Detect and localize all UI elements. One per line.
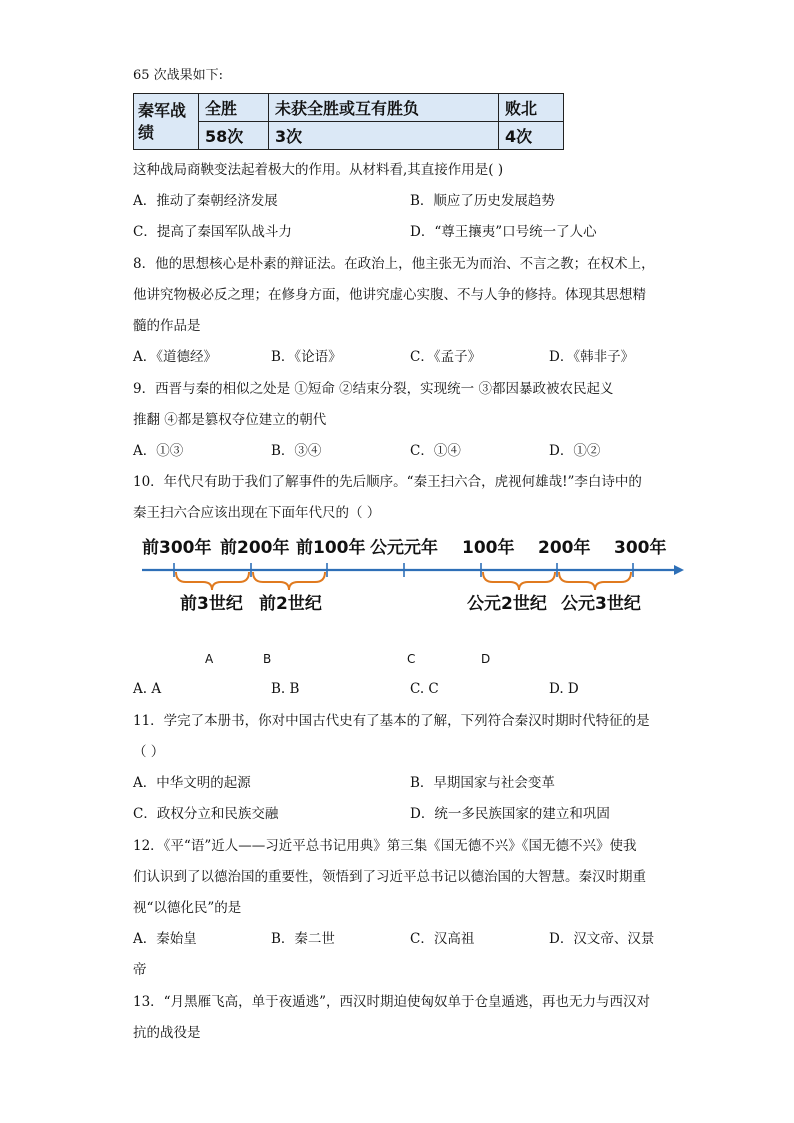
timeline-year-label: 前100年 (296, 538, 366, 558)
q7-option-b[interactable]: B．顺应了历史发展趋势 (410, 193, 555, 209)
table-col-label: 全胜 (199, 94, 269, 122)
q11-option-a[interactable]: A．中华文明的起源 (133, 775, 251, 791)
q10-option-d[interactable]: D. D (549, 681, 579, 697)
q8-stem-line: 他讲究物极必反之理；在修身方面，他讲究虚心实腹、不与人争的修持。体现其思想精 (133, 287, 646, 303)
q12-option-d-wrap: 帝 (133, 962, 147, 978)
q8-stem-line: 髓的作品是 (133, 318, 201, 334)
q7-option-d[interactable]: D．“尊王攘夷”口号统一了人心 (410, 224, 597, 240)
q9-stem-line: 推翻 ④都是篡权夺位建立的朝代 (133, 412, 327, 428)
century-label: 前2世纪 (259, 594, 322, 614)
q10-option-b[interactable]: B. B (271, 681, 300, 697)
brace-2nd-century-bc (253, 572, 325, 590)
q11-option-b[interactable]: B．早期国家与社会变革 (410, 775, 555, 791)
timeline-letter: A (205, 652, 214, 666)
q11-option-c[interactable]: C．政权分立和民族交融 (133, 806, 279, 822)
q10-option-a[interactable]: A. A (133, 681, 162, 697)
timeline-year-label: 公元元年 (370, 538, 438, 558)
table-header: 秦军战绩 (134, 94, 199, 150)
q8-option-b[interactable]: B．《论语》 (271, 349, 342, 365)
q9-option-b[interactable]: B．③④ (271, 443, 322, 459)
q11-option-d[interactable]: D．统一多民族国家的建立和巩固 (410, 806, 610, 822)
q12-stem-line: 们认识到了以德治国的重要性，领悟到了习近平总书记以德治国的大智慧。秦汉时期重 (133, 869, 646, 885)
q11-stem-line: 11．学完了本册书，你对中国古代史有了基本的了解，下列符合秦汉时期时代特征的是 (133, 713, 650, 729)
q10-option-c[interactable]: C. C (410, 681, 439, 697)
q8-stem-line: 8．他的思想核心是朴素的辩证法。在政治上，他主张无为而治、不言之教；在权术上， (133, 256, 655, 272)
brace-2nd-century-ad (483, 572, 555, 590)
q13-stem-line: 抗的战役是 (133, 1025, 201, 1041)
timeline-year-label: 前200年 (220, 538, 290, 558)
q11-stem-line: （ ） (133, 744, 165, 760)
q12-stem-line: 12．《平“语”近人——习近平总书记用典》第三集《国无德不兴》《国无德不兴》使我 (133, 838, 637, 854)
q8-option-c[interactable]: C．《孟子》 (410, 349, 482, 365)
q8-option-d[interactable]: D．《韩非子》 (549, 349, 635, 365)
brace-3rd-century-bc (176, 572, 249, 590)
q12-option-c[interactable]: C．汉高祖 (410, 931, 475, 947)
table-cell-value: 4次 (499, 122, 564, 150)
timeline-year-label: 300年 (614, 538, 667, 558)
century-label: 公元2世纪 (467, 594, 547, 614)
q12-option-a[interactable]: A．秦始皇 (133, 931, 197, 947)
q9-option-d[interactable]: D．①② (549, 443, 601, 459)
q9-stem-line: 9．西晋与秦的相似之处是 ①短命 ②结束分裂，实现统一 ③都因暴政被农民起义 (133, 381, 614, 397)
q7-stem: 这种战局商鞅变法起着极大的作用。从材料看,其直接作用是( ) (133, 162, 504, 178)
table-col-label: 败北 (499, 94, 564, 122)
q9-option-c[interactable]: C．①④ (410, 443, 461, 459)
brace-3rd-century-ad (559, 572, 631, 590)
timeline-letter: D (481, 652, 491, 666)
q8-option-a[interactable]: A．《道德经》 (133, 349, 217, 365)
table-cell-value: 3次 (269, 122, 499, 150)
q10-stem-line: 10．年代尺有助于我们了解事件的先后顺序。“秦王扫六合，虎视何雄哉!”李白诗中的 (133, 474, 642, 490)
q13-stem-line: 13．“月黑雁飞高，单于夜遁逃”，西汉时期迫使匈奴单于仓皇遁逃，再也无力与西汉对 (133, 994, 650, 1010)
timeline-year-label: 200年 (538, 538, 591, 558)
timeline-year-label: 100年 (462, 538, 515, 558)
table-col-label: 未获全胜或互有胜负 (269, 94, 499, 122)
timeline-letter: C (407, 652, 416, 666)
q9-option-a[interactable]: A．①③ (133, 443, 184, 459)
century-label: 公元3世纪 (561, 594, 641, 614)
timeline-arrowhead (674, 565, 684, 575)
intro-text: 65 次战果如下: (133, 68, 224, 83)
table-cell-value: 58次 (199, 122, 269, 150)
q7-option-a[interactable]: A．推动了秦朝经济发展 (133, 193, 278, 209)
q10-stem-line: 秦王扫六合应该出现在下面年代尺的（ ） (133, 505, 381, 521)
timeline-letter: B (263, 652, 272, 666)
century-label: 前3世纪 (180, 594, 243, 614)
q7-option-c[interactable]: C．提高了秦国军队战斗力 (133, 224, 292, 240)
q12-option-b[interactable]: B．秦二世 (271, 931, 335, 947)
timeline-year-label: 前300年 (142, 538, 212, 558)
q12-option-d[interactable]: D．汉文帝、汉景 (549, 931, 655, 947)
q12-stem-line: 视“以德化民”的是 (133, 900, 242, 916)
